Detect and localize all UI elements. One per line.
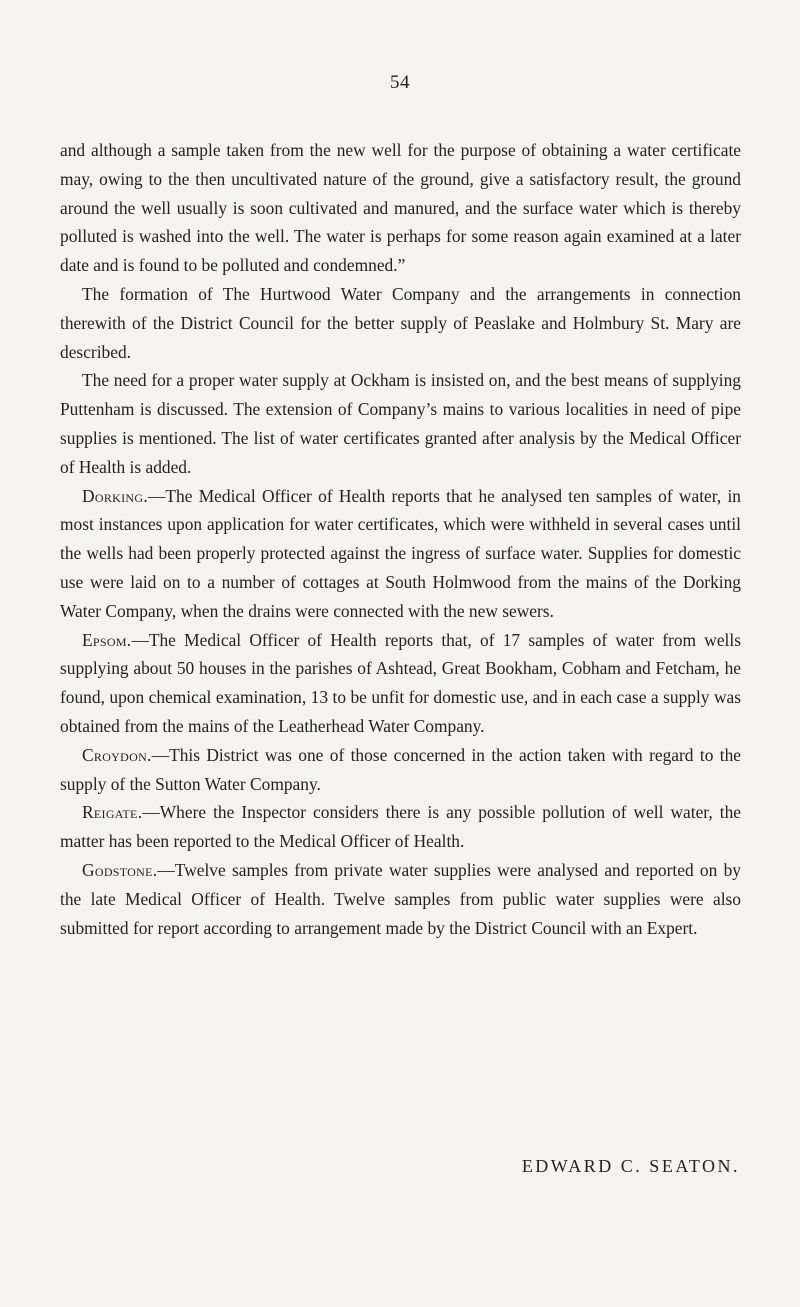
paragraph-reigate [60,798,741,856]
paragraph-croydon [60,741,741,799]
body-text [60,136,741,942]
paragraph-hurtwood: The formation of The Hurtwood Water Company and the arrangements in connection therewith of the District Council for the better supply of Peaslake and Holmbury St. Mary are described. [60,283,741,362]
heading-reigate: Reigate. [82,802,143,823]
heading-dorking: Dorking. [82,485,148,506]
text-dorking: —The Medical Officer of Health reports that he analysed ten samples of water, in most instances upon application for water certificates, which were withheld in several cases until the wells had been properly protected against the ingress of surface water. Supplies for domestic use were laid on to a number of cottages at South Holmwood from the mains of the Dorking Water Company, when the drains were connected with the new sewers. [60,485,741,621]
paragraph-godstone [60,856,741,942]
text-reigate: —Where the Inspector considers there is any possible pollution of well water, the matter has been reported to the Medical Officer of Health. [60,802,741,852]
paragraph-epsom [60,626,741,741]
paragraph-continuation: and although a sample taken from the new well for the purpose of obtaining a water certificate may, owing to the then uncultivated nature of the ground, give a satisfactory result, the ground around the well usually is soon cultivated and manured, and the surface water which is thereby polluted is washed into the well. The water is perhaps for some reason again examined at a later date and is found to be polluted and condemned.” [60,140,741,276]
heading-epsom: Epsom. [82,629,132,650]
signature: EDWARD C. SEATON. [521,1156,740,1176]
heading-croydon: Croydon. [82,744,152,765]
text-godstone: —Twelve samples from private water supplies were analysed and reported on by the late Medical Officer of Health. Twelve samples from public water supplies were also submitted for report according to arrangement made by the District Council with an Expert. [60,859,741,938]
heading-godstone: Godstone. [82,859,158,880]
paragraph-ockham: The need for a proper water supply at Ockham is insisted on, and the best means of supplying Puttenham is discussed. The extension of Company’s mains to various localities in need of pipe supplies is mentioned. The list of water certificates granted after analysis by the Medical Officer of Health is added. [60,370,741,477]
text-croydon: —This District was one of those concerned in the action taken with regard to the supply of the Sutton Water Company. [60,744,741,794]
text-epsom: —The Medical Officer of Health reports that, of 17 samples of water from wells supplying about 50 houses in the parishes of Ashtead, Great Bookham, Cobham and Fetcham, he found, upon chemical examination, 13 to be unfit for domestic use, and in each case a supply was obtained from the mains of the Leatherhead Water Company. [60,629,741,736]
paragraph-dorking [60,482,741,626]
page-number: 54 [390,72,410,93]
